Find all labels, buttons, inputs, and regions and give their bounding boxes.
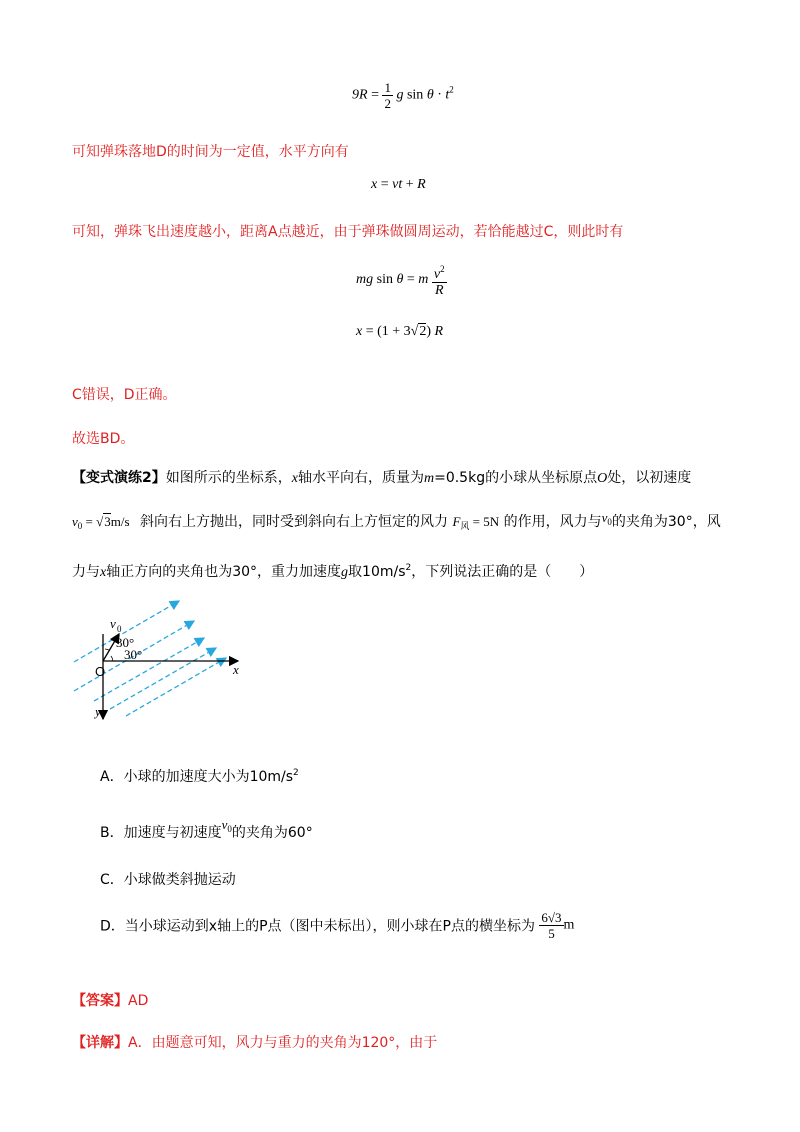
option-b[interactable]: B．加速度与初速度$v_0$的夹角为60° [100,817,313,841]
wind-force-expression: $F_风 = 5N$ [452,514,500,531]
option-d-fraction: $\frac{6√3}{5}$ [541,910,562,941]
solution-line-2: 可知，弹珠飞出速度越小，距离A点越近，由于弹珠做圆周运动，若恰能越过C，则此时有 [72,224,624,240]
angle-arc-2 [105,649,109,650]
solution-line-1: 可知弹珠落地D的时间为一定值，水平方向有 [72,144,349,160]
equation-4: x = (1 + 3√2) R [356,324,444,339]
problem-line-1: 【变式演练2】如图所示的坐标系，x轴水平向右，质量为m=0.5kg的小球从坐标原点O处，以初速度 [72,470,692,486]
angle-label-2: 30° [124,647,143,662]
solution-line-4: 故选BD。 [72,431,135,447]
angle-arc-1 [111,656,113,661]
wind-lines [74,601,226,716]
problem-line-2: $v_0 = √3m/s$ 斜向右上方抛出，同时受到斜向右上方恒定的风力 $F_风 = 5N$ 的作用，风力与$v_0$的夹角为30°，风 [72,510,721,531]
equation-1: 9R = $\frac{1}{2}$ g $\sin \theta \cdot t^2$ [352,80,454,111]
answer-value: AD [128,993,149,1009]
option-c[interactable]: C．小球做类斜抛运动 [100,872,236,888]
answer-line [72,990,148,1010]
x-axis-label: x [233,662,239,677]
v0-label: v [110,616,116,631]
coordinate-figure [66,594,256,724]
detail-label: 【详解】 [72,1035,128,1051]
wind-arrow-5 [126,658,226,716]
problem-tag: 【变式演练2】 [72,470,166,486]
answer-label: 【答案】 [72,993,128,1009]
svg-text:0: 0 [117,624,122,634]
angle-label-1: 30° [116,635,135,650]
detail-text: A．由题意可知，风力与重力的夹角为120°，由于 [128,1035,438,1051]
equation-3: mg sin θ = m $\frac{v^2}{R}$ [356,264,445,298]
y-axis-label: y [95,704,101,719]
option-d[interactable]: D．当小球运动到x轴上的P点（图中未标出），则小球在P点的横坐标为 $\frac{6√3}{5}$ m [100,910,575,941]
problem-line-3: 力与x轴正方向的夹角也为30°，重力加速度g取$10m/s^2$，下列说法正确的是（ ） [72,563,594,580]
detail-line [72,1032,437,1052]
origin-label: O [95,664,106,679]
v0-expression: $v_0 = √3m/s$ [72,514,130,531]
option-a[interactable]: A．小球的加速度大小为$10m/s^2$ [100,768,299,785]
equation-2: x = vt + R [371,177,426,192]
solution-line-3: C错误，D正确。 [72,387,177,403]
